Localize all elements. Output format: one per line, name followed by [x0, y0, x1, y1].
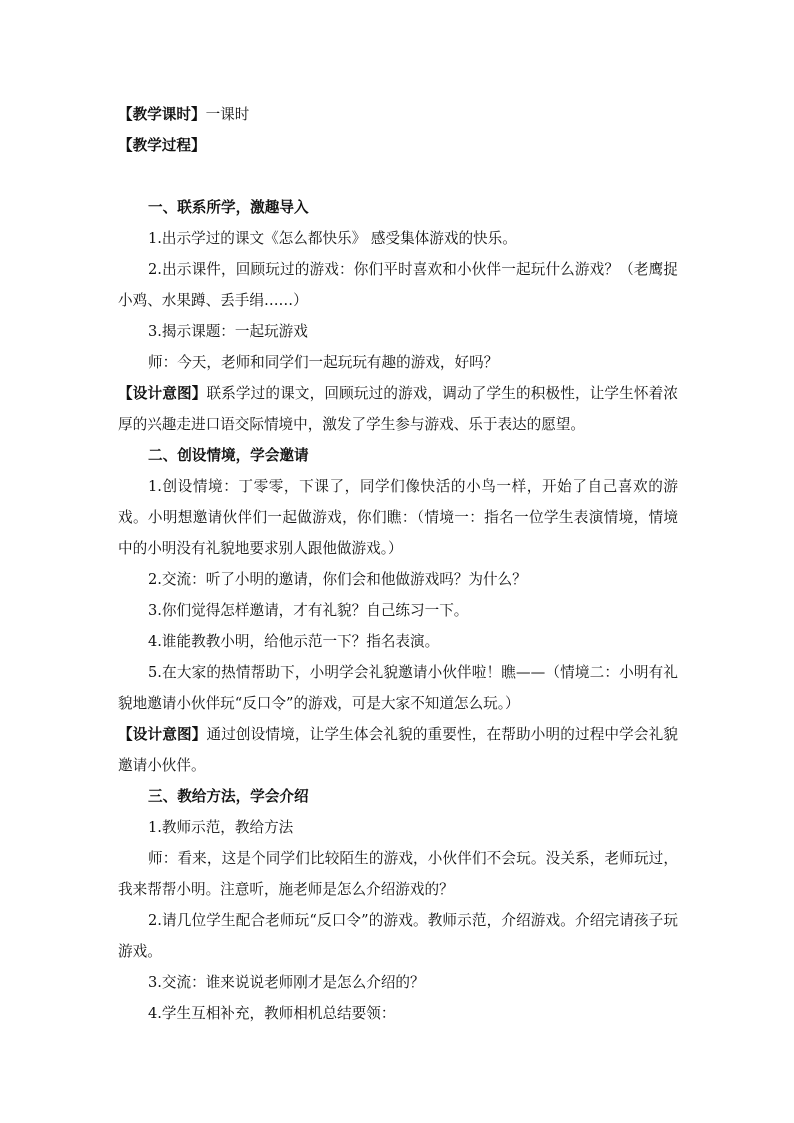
spacer [118, 161, 678, 192]
section-1-title: 一、联系所学，激趣导入 [148, 199, 309, 216]
section-1-item-4: 师：今天，老师和同学们一起玩玩有趣的游戏，好吗？ [148, 354, 499, 371]
section-1-design-label: 【设计意图】 [118, 385, 207, 402]
section-3-title: 三、教给方法，学会介绍 [148, 788, 309, 805]
section-2-item-3: 3.你们觉得怎样邀请，才有礼貌？自己练习一下。 [148, 602, 469, 619]
section-2-title: 二、创设情境，学会邀请 [148, 447, 309, 464]
section-1-item-3: 3.揭示课题：一起玩游戏 [148, 323, 308, 340]
section-2-item-2: 2.交流：听了小明的邀请，你们会和他做游戏吗？为什么？ [148, 571, 527, 588]
section-2-item-4: 4.谁能教教小明，给他示范一下？指名表演。 [148, 633, 440, 650]
section-2-design-note [118, 719, 678, 781]
teaching-process-label: 【教学过程】 [118, 137, 206, 154]
section-2-design-text: 通过创设情境，让学生体会礼貌的重要性，在帮助小明的过程中学会礼貌邀请小伙伴。 [118, 726, 678, 774]
lesson-hours-label: 【教学课时】 [118, 106, 206, 123]
section-2-item-5: 5.在大家的热情帮助下，小明学会礼貌邀请小伙伴啦！瞧——（情境二：小明有礼貌地邀请小伙伴玩“反口令”的游戏，可是大家不知道怎么玩。） [118, 664, 678, 712]
document-body [118, 99, 678, 1029]
section-3-item-2: 师：看来，这是个同学们比较陌生的游戏，小伙伴们不会玩。没关系，老师玩过，我来帮帮小明。注意听，施老师是怎么介绍游戏的？ [118, 850, 678, 898]
section-1-item-2: 2.出示课件，回顾玩过的游戏：你们平时喜欢和小伙伴一起玩什么游戏？（老鹰捉小鸡、水果蹲、丢手绢……） [118, 261, 678, 309]
section-2-design-label: 【设计意图】 [118, 726, 207, 743]
section-3-item-4: 3.交流：谁来说说老师刚才是怎么介绍的？ [148, 974, 425, 991]
section-3-item-1: 1.教师示范，教给方法 [148, 819, 294, 836]
lesson-hours-value: 一课时 [205, 106, 250, 123]
section-1-design-note [118, 378, 678, 440]
section-3-item-5: 4.学生互相补充，教师相机总结要领： [148, 1005, 396, 1022]
section-1-design-text: 联系学过的课文，回顾玩过的游戏，调动了学生的积极性，让学生怀着浓厚的兴趣走进口语交际情境中，激发了学生参与游戏、乐于表达的愿望。 [118, 385, 678, 433]
lesson-hours-line [118, 99, 678, 130]
section-2-item-1: 1.创设情境：丁零零，下课了，同学们像快活的小鸟一样，开始了自己喜欢的游戏。小明想邀请伙伴们一起做游戏，你们瞧：（情境一：指名一位学生表演情境，情境中的小明没有礼貌地要求别人跟他做游戏。） [118, 478, 678, 557]
section-3-item-3: 2.请几位学生配合老师玩“反口令”的游戏。教师示范，介绍游戏。介绍完请孩子玩游戏。 [118, 912, 678, 960]
section-1-item-1: 1.出示学过的课文《怎么都快乐》 感受集体游戏的快乐。 [148, 230, 517, 247]
